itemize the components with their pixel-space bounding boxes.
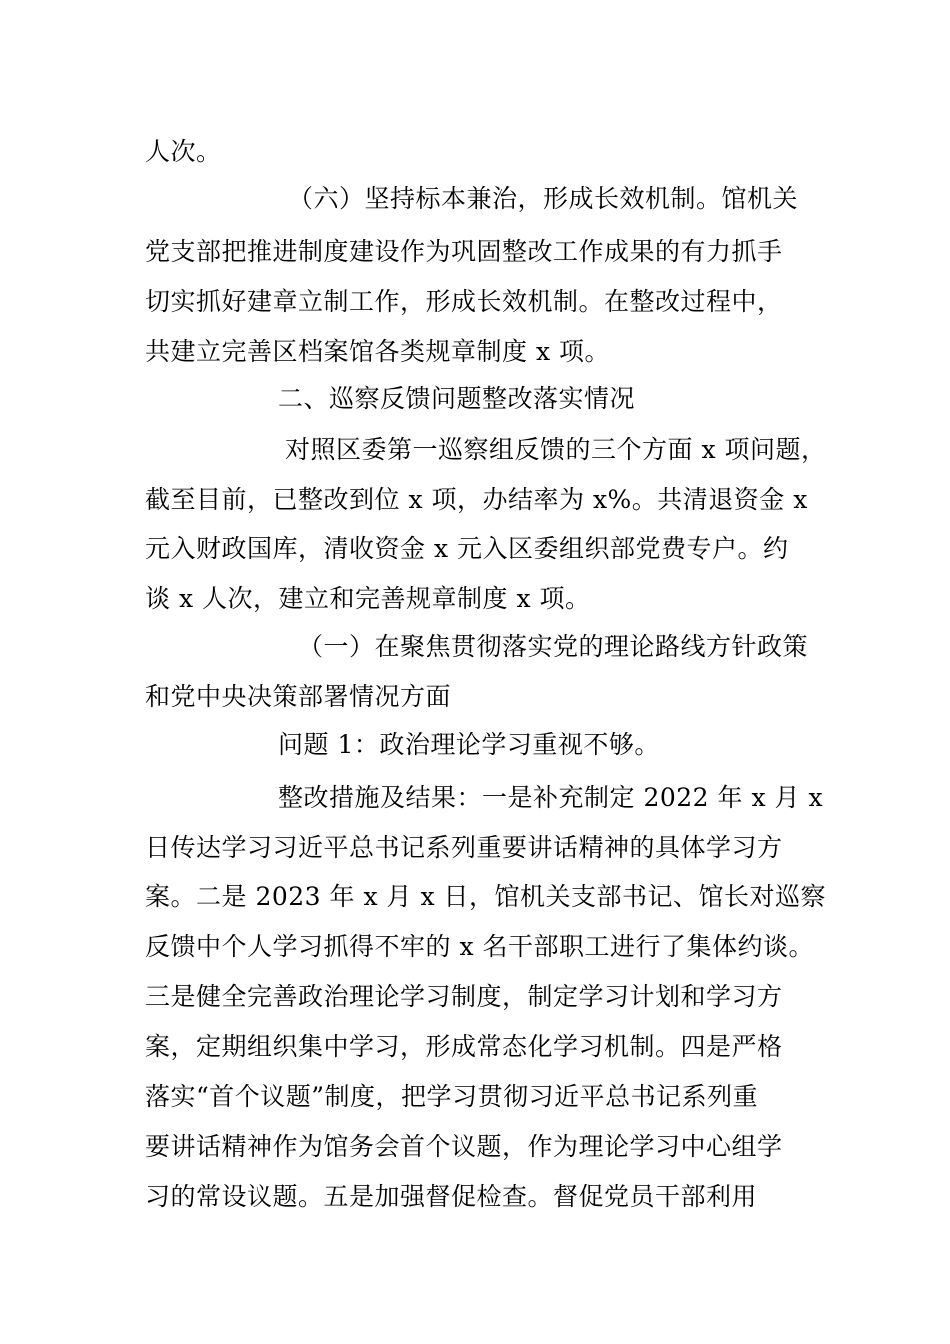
text-line: 三是健全完善政治理论学习制度，制定学习计划和学习方 (145, 982, 783, 1011)
issue-title: 问题 1：政治理论学习重视不够。 (278, 730, 660, 759)
section-heading-1: （一）在聚焦贯彻落实党的理论路线方针政策 (298, 632, 809, 661)
section-heading-2: 二、巡察反馈问题整改落实情况 (278, 384, 636, 413)
section-heading-6: （六）坚持标本兼治，形成长效机制。馆机关 (288, 184, 799, 213)
text-line: 截至目前，已整改到位 x 项，办结率为 x%。共清退资金 x (145, 485, 808, 514)
text-line: 反馈中个人学习抓得不牢的 x 名干部职工进行了集体约谈。 (145, 932, 814, 961)
text-line: 和党中央决策部署情况方面 (145, 682, 452, 711)
text-line: 日传达学习习近平总书记系列重要讲话精神的具体学习方 (145, 833, 783, 862)
text-line: 切实抓好建章立制工作，形成长效机制。在整改过程中， (145, 287, 783, 316)
text-line: 要讲话精神作为馆务会首个议题，作为理论学习中心组学 (145, 1132, 783, 1161)
text-line: 习的常设议题。五是加强督促检查。督促党员干部利用 (145, 1182, 758, 1211)
text-line: 元入财政国库，清收资金 x 元入区委组织部党费专户。约 (145, 534, 789, 563)
text-line: 案，定期组织集中学习，形成常态化学习机制。四是严格 (145, 1032, 783, 1061)
text-line: 党支部把推进制度建设作为巩固整改工作成果的有力抓手 (145, 237, 783, 266)
text-line: 谈 x 人次，建立和完善规章制度 x 项。 (145, 584, 591, 613)
text-line: 落实“首个议题”制度，把学习贯彻习近平总书记系列重 (145, 1082, 759, 1111)
text-line: 案。二是 2023 年 x 月 x 日，馆机关支部书记、馆长对巡察 (145, 882, 827, 911)
text-line: 整改措施及结果：一是补充制定 2022 年 x 月 x (278, 783, 824, 812)
text-line: 共建立完善区档案馆各类规章制度 x 项。 (145, 337, 610, 366)
text-line: 对照区委第一巡察组反馈的三个方面 x 项问题， (285, 435, 827, 464)
text-line: 人次。 (145, 137, 222, 166)
